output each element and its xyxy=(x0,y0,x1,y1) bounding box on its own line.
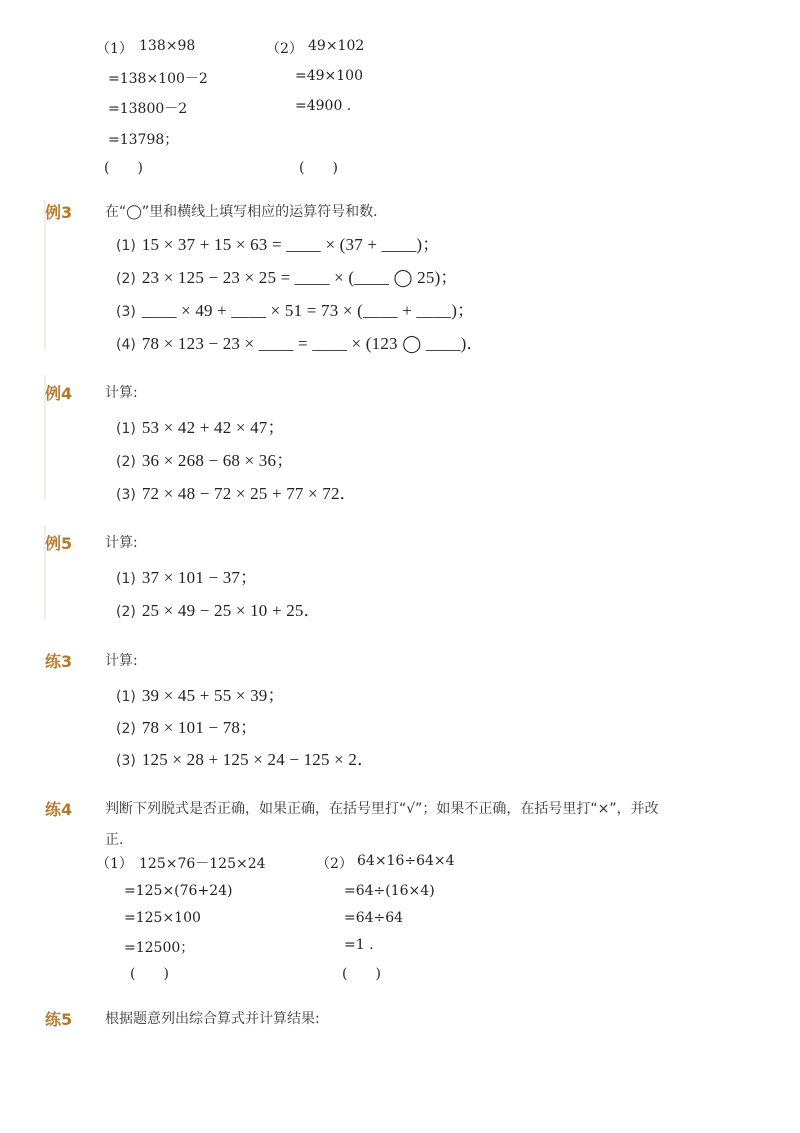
item-expression: 15 × 37 + 15 × 63 = ____ × (37 + ____)； xyxy=(141,235,440,254)
practice-4-problem-2-line: =1 . xyxy=(344,937,374,953)
practice-3-item-1 xyxy=(116,681,285,706)
example-3-item-4 xyxy=(116,329,484,354)
top-problem-2-line: =49×100 xyxy=(295,68,363,84)
practice-4-problem-2-answer-bracket[interactable]: ( ) xyxy=(342,966,381,982)
item-expression: 39 × 45 + 55 × 39； xyxy=(141,686,285,705)
item-number: (2) xyxy=(116,271,136,287)
example-4-label: 例4 xyxy=(45,384,73,403)
example-3-item-3 xyxy=(116,296,474,321)
practice-4-problem-1-line: =12500； xyxy=(124,940,195,956)
top-problem-2-answer-bracket[interactable]: ( ) xyxy=(299,160,338,176)
item-number: (1) xyxy=(116,571,136,587)
item-number: (1) xyxy=(116,238,136,254)
item-number: (3) xyxy=(116,487,136,503)
practice-5-label: 练5 xyxy=(45,1010,73,1029)
item-number: (4) xyxy=(116,337,136,353)
item-expression: 125 × 28 + 125 × 24 − 125 × 2． xyxy=(141,750,375,769)
example-5-label: 例5 xyxy=(45,534,73,553)
example-5-item-1 xyxy=(116,563,257,588)
practice-3-instruction: 计算: xyxy=(105,653,138,669)
item-expression: 72 × 48 − 72 × 25 + 77 × 72． xyxy=(141,484,357,503)
practice-4-instruction: 判断下列脱式是否正确，如果正确，在括号里打“√”；如果不正确，在括号里打“×”，并改 xyxy=(105,801,659,817)
practice-4-problem-1-answer-bracket[interactable]: ( ) xyxy=(130,966,169,982)
example-4-item-1 xyxy=(116,413,285,438)
item-expression: 25 × 49 − 25 × 10 + 25． xyxy=(141,601,321,620)
example-4-item-2 xyxy=(116,446,293,471)
item-number: (1) xyxy=(116,689,136,705)
example-4-instruction: 计算: xyxy=(105,385,138,401)
item-number: (2) xyxy=(116,721,136,737)
item-expression: 78 × 123 − 23 × ____ = ____ × (123 ◯ ____)． xyxy=(141,334,484,353)
practice-4-problem-1-number: （1） xyxy=(96,856,133,872)
example-3-label: 例3 xyxy=(45,203,73,222)
item-expression: 53 × 42 + 42 × 47； xyxy=(141,418,285,437)
item-number: (2) xyxy=(116,604,136,620)
item-number: (3) xyxy=(116,753,136,769)
example-3-item-2 xyxy=(116,263,458,288)
example-3-item-1 xyxy=(116,230,440,255)
practice-4-label: 练4 xyxy=(45,800,73,819)
practice-3-item-2 xyxy=(116,713,257,738)
practice-4-problem-1-line: =125×100 xyxy=(124,910,201,926)
top-problem-1-line: 138×98 xyxy=(139,38,196,54)
top-problem-1-line: =13800－2 xyxy=(108,101,188,117)
item-number: (1) xyxy=(116,421,136,437)
practice-4-instruction-cont: 正. xyxy=(105,832,124,848)
item-number: (2) xyxy=(116,454,136,470)
practice-4-problem-2-number: （2） xyxy=(316,856,353,872)
top-problem-2-line: 49×102 xyxy=(308,38,365,54)
example-5-item-2 xyxy=(116,596,321,621)
item-number: (3) xyxy=(116,304,136,320)
item-expression: 23 × 125 − 23 × 25 = ____ × (____ ◯ 25)； xyxy=(141,268,458,287)
practice-3-item-3 xyxy=(116,745,374,770)
item-expression: 78 × 101 − 78； xyxy=(141,718,258,737)
practice-4-problem-1-line: 125×76－125×24 xyxy=(139,856,266,872)
practice-3-label: 练3 xyxy=(45,652,73,671)
practice-4-problem-1-line: =125×(76+24) xyxy=(124,883,233,899)
item-expression: 36 × 268 − 68 × 36； xyxy=(141,451,294,470)
example-4-item-3 xyxy=(116,479,357,504)
practice-4-problem-2-line: =64÷(16×4) xyxy=(344,883,435,899)
top-problem-2-number: （2） xyxy=(266,41,303,57)
top-problem-1-line: =138×100－2 xyxy=(108,71,208,87)
example-3-instruction: 在“◯”里和横线上填写相应的运算符号和数． xyxy=(105,204,388,220)
top-problem-1-answer-bracket[interactable]: ( ) xyxy=(104,160,143,176)
item-expression: ____ × 49 + ____ × 51 = 73 × (____ + ____)； xyxy=(141,301,475,320)
item-expression: 37 × 101 − 37； xyxy=(141,568,258,587)
top-problem-1-number: （1） xyxy=(96,41,133,57)
practice-4-problem-2-line: =64÷64 xyxy=(344,910,404,926)
top-problem-2-line: =4900 . xyxy=(295,98,352,114)
example-5-instruction: 计算: xyxy=(105,535,138,551)
top-problem-1-line: =13798； xyxy=(108,132,179,148)
practice-5-instruction: 根据题意列出综合算式并计算结果: xyxy=(105,1011,320,1027)
practice-4-problem-2-line: 64×16÷64×4 xyxy=(357,853,455,869)
